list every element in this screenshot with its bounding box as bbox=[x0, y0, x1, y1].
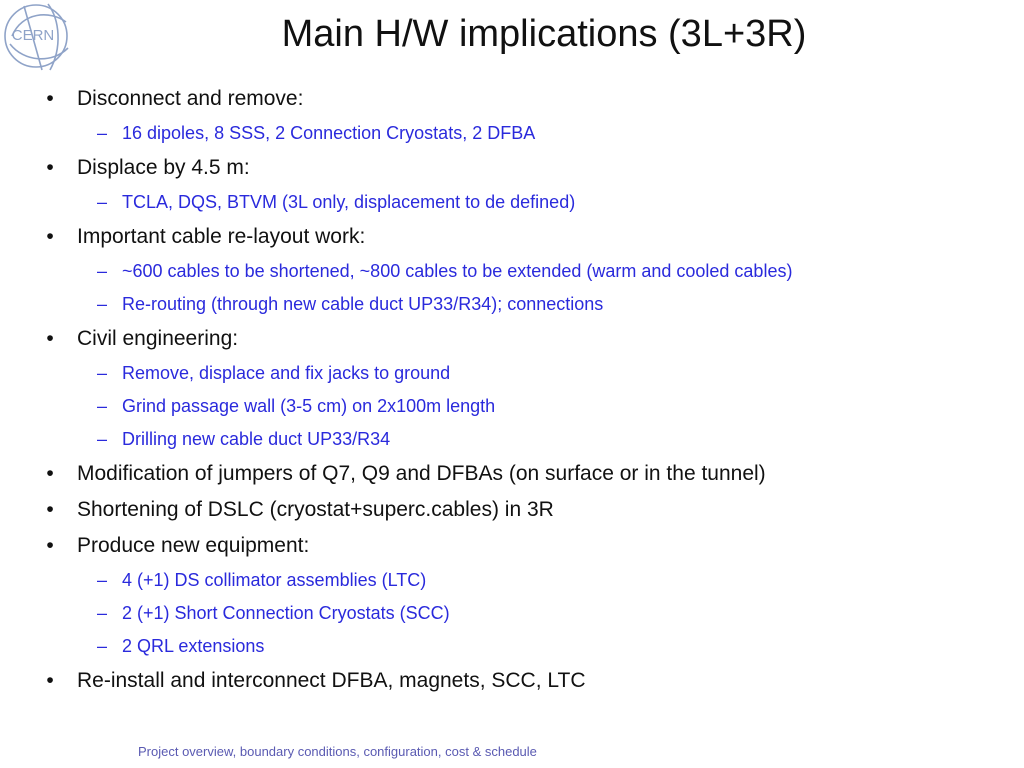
slide-title: Main H/W implications (3L+3R) bbox=[281, 13, 807, 55]
sub-bullet-text: 16 dipoles, 8 SSS, 2 Connection Cryostats, 2 DFBA bbox=[122, 123, 536, 143]
bullet-item bbox=[0, 496, 1024, 532]
sub-bullet-text: 2 QRL extensions bbox=[122, 636, 265, 656]
sub-bullet-dash: – bbox=[97, 192, 108, 212]
sub-bullet-text: Re-routing (through new cable duct UP33/R34); connections bbox=[122, 294, 604, 314]
bullet-text: Shortening of DSLC (cryostat+superc.cables) in 3R bbox=[77, 498, 554, 521]
bullet-item bbox=[0, 85, 1024, 121]
bullet-item bbox=[0, 325, 1024, 361]
sub-bullet-text: Grind passage wall (3-5 cm) on 2x100m length bbox=[122, 396, 496, 416]
bullet-text: Displace by 4.5 m: bbox=[77, 156, 250, 179]
sub-bullet-dash: – bbox=[97, 363, 108, 383]
bullet-dot: • bbox=[46, 87, 54, 110]
bullet-dot: • bbox=[46, 225, 54, 248]
bullet-text: Modification of jumpers of Q7, Q9 and DFBAs (on surface or in the tunnel) bbox=[77, 462, 766, 485]
bullet-item bbox=[0, 460, 1024, 496]
sub-bullet-text: ~600 cables to be shortened, ~800 cables to be extended (warm and cooled cables) bbox=[122, 261, 793, 281]
sub-bullet-item bbox=[0, 361, 1024, 394]
cern-logo-text: CERN bbox=[11, 27, 55, 44]
bullet-dot: • bbox=[46, 462, 54, 485]
sub-bullet-dash: – bbox=[97, 261, 108, 281]
bullet-text: Civil engineering: bbox=[77, 327, 239, 350]
bullet-dot: • bbox=[46, 498, 54, 521]
bullet-dot: • bbox=[46, 669, 54, 692]
sub-bullet-item bbox=[0, 292, 1024, 325]
cern-logo-icon bbox=[2, 0, 74, 72]
bullet-text: Important cable re-layout work: bbox=[77, 225, 366, 248]
sub-bullet-dash: – bbox=[97, 603, 108, 623]
sub-bullet-text: Drilling new cable duct UP33/R34 bbox=[122, 429, 391, 449]
sub-bullet-dash: – bbox=[97, 636, 108, 656]
sub-bullet-item bbox=[0, 121, 1024, 154]
sub-bullet-item bbox=[0, 259, 1024, 292]
bullet-item bbox=[0, 223, 1024, 259]
bullet-item bbox=[0, 532, 1024, 568]
bullet-dot: • bbox=[46, 534, 54, 557]
sub-bullet-item bbox=[0, 394, 1024, 427]
bullet-dot: • bbox=[46, 327, 54, 350]
sub-bullet-text: 4 (+1) DS collimator assemblies (LTC) bbox=[122, 570, 427, 590]
sub-bullet-dash: – bbox=[97, 570, 108, 590]
bullet-item bbox=[0, 667, 1024, 703]
sub-bullet-dash: – bbox=[97, 429, 108, 449]
sub-bullet-item bbox=[0, 568, 1024, 601]
sub-bullet-item bbox=[0, 427, 1024, 460]
bullet-list bbox=[0, 85, 1024, 703]
sub-bullet-dash: – bbox=[97, 123, 108, 143]
sub-bullet-item bbox=[0, 601, 1024, 634]
bullet-text: Produce new equipment: bbox=[77, 534, 310, 557]
sub-bullet-dash: – bbox=[97, 396, 108, 416]
sub-bullet-text: 2 (+1) Short Connection Cryostats (SCC) bbox=[122, 603, 450, 623]
sub-bullet-item bbox=[0, 634, 1024, 667]
bullet-text: Disconnect and remove: bbox=[77, 87, 304, 110]
sub-bullet-item bbox=[0, 190, 1024, 223]
footer-text: Project overview, boundary conditions, configuration, cost & schedule bbox=[138, 744, 537, 759]
sub-bullet-text: Remove, displace and fix jacks to ground bbox=[122, 363, 451, 383]
sub-bullet-dash: – bbox=[97, 294, 108, 314]
sub-bullet-text: TCLA, DQS, BTVM (3L only, displacement to de defined) bbox=[122, 192, 576, 212]
bullet-dot: • bbox=[46, 156, 54, 179]
bullet-item bbox=[0, 154, 1024, 190]
bullet-text: Re-install and interconnect DFBA, magnets, SCC, LTC bbox=[77, 669, 586, 692]
